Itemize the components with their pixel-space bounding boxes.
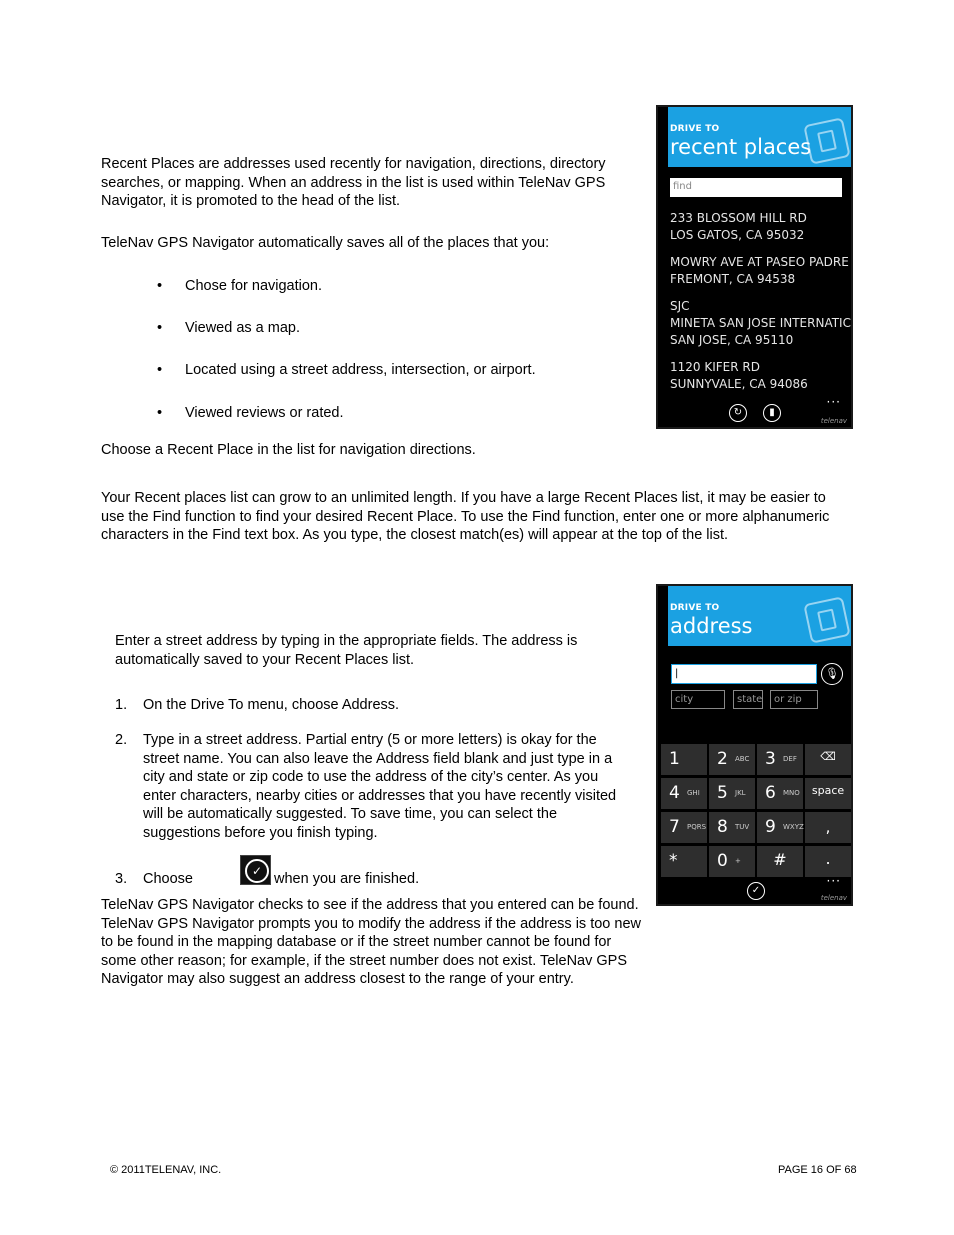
bullet-item: • Located using a street address, intersection, or airport. <box>157 362 536 378</box>
backspace-key[interactable] <box>805 744 851 775</box>
keypad-key-7[interactable]: 7 PQRS <box>661 812 707 843</box>
microphone-icon[interactable]: 🎙 <box>821 663 843 685</box>
recent-place-item[interactable]: 233 BLOSSOM HILL RD LOS GATOS, CA 95032 <box>670 211 807 242</box>
refresh-icon[interactable]: ↻ <box>729 404 747 422</box>
address-intro: Enter a street address by typing in the appropriate fields. The address is automatically saved to your Recent Places list. <box>115 633 578 668</box>
step-text: On the Drive To menu, choose Address. <box>143 697 400 713</box>
keypad-key-4[interactable]: 4 GHI <box>661 778 707 809</box>
telenav-logo-icon <box>803 596 850 643</box>
screen-title: address <box>670 614 753 638</box>
comma-key[interactable]: , <box>805 812 851 843</box>
telenav-brand: telenav <box>820 894 847 902</box>
address-screenshot <box>656 584 853 906</box>
recent-place-item[interactable]: 1120 KIFER RD SUNNYVALE, CA 94086 <box>670 360 808 391</box>
backspace-icon: ⌫ <box>820 750 836 763</box>
recent-places-find-info: Your Recent places list can grow to an unlimited length. If you have a large Recent Places list, it may be easier to use the Find function to find your desired Recent Place. To use the Find function, enter one or more alphanumeric characters in the Find text box. As you type, the closest match(es) will appear at the top of the list. <box>101 490 830 543</box>
address-verification-info: TeleNav GPS Navigator checks to see if the address that you entered can be found. TeleNav GPS Navigator prompts you to modify the address if the address is too new to be found in the mapping database or if the street number cannot be found for some other reason; for example, if the street number does not exist. TeleNav GPS Navigator may also suggest an address closest to the range of your entry. <box>101 897 641 987</box>
keypad-key-8[interactable]: 8 TUV <box>709 812 755 843</box>
recent-places-screenshot <box>656 105 853 429</box>
more-icon[interactable]: ··· <box>826 874 841 888</box>
recent-place-item[interactable]: SJC MINETA SAN JOSE INTERNATIC SAN JOSE, CA 95110 <box>670 299 851 347</box>
keypad-key-hash[interactable]: # <box>757 846 803 877</box>
step-text: Type in a street address. Partial entry (5 or more letters) is okay for the street name. You can also leave the Address field blank and just type in a city and state or zip code to use the address of the city’s center. As you enter characters, nearby cities or addresses that you have recently visited will be automatically suggested. To save time, you can select the suggestions before you finish typing. <box>143 732 617 841</box>
space-key[interactable]: space <box>805 778 851 809</box>
telenav-brand: telenav <box>820 417 847 425</box>
keypad-key-5[interactable]: 5 JKL <box>709 778 755 809</box>
bullet-item: • Chose for navigation. <box>157 278 323 294</box>
keypad-key-1[interactable]: 1 <box>661 744 707 775</box>
step-item <box>115 696 633 715</box>
screen-kicker: DRIVE TO <box>670 124 720 134</box>
keypad-key-0[interactable]: 0 + <box>709 846 755 877</box>
address-input[interactable]: | <box>671 664 817 684</box>
checkmark-icon[interactable]: ✓ <box>747 882 765 900</box>
recent-place-item[interactable]: MOWRY AVE AT PASEO PADRE FREMONT, CA 94538 <box>670 255 849 286</box>
bullet-dot: • <box>157 320 163 336</box>
bullet-dot: • <box>157 405 163 421</box>
bullet-dot: • <box>157 362 163 378</box>
step-number: 3. <box>115 871 128 887</box>
bullet-dot: • <box>157 278 163 294</box>
step-number: 1. <box>115 697 128 713</box>
state-input[interactable]: state <box>733 690 763 709</box>
period-key[interactable]: . <box>805 846 851 877</box>
footer-page-number: PAGE 16 OF 68 <box>778 1164 857 1176</box>
keypad-key-2[interactable]: 2 ABC <box>709 744 755 775</box>
step-number: 2. <box>115 732 128 748</box>
delete-icon[interactable]: ▮ <box>763 404 781 422</box>
screen-title: recent places <box>670 135 812 159</box>
footer-copyright: © 2011TELENAV, INC. <box>110 1164 222 1176</box>
city-input[interactable]: city <box>671 690 725 709</box>
bullet-item: • Viewed as a map. <box>157 320 300 336</box>
recent-places-intro: Recent Places are addresses used recently for navigation, directions, directory searches, or mapping. When an address in the list is used within TeleNav GPS Navigator, it is promoted to the head of the list. <box>101 156 606 209</box>
keypad-key-3[interactable]: 3 DEF <box>757 744 803 775</box>
find-input[interactable]: find <box>670 178 842 197</box>
bullet-item: • Viewed reviews or rated. <box>157 405 344 421</box>
more-icon[interactable]: ··· <box>826 395 841 409</box>
keypad-key-star[interactable]: * <box>661 846 707 877</box>
step-text-before: Choose <box>143 871 193 887</box>
step-item <box>115 731 633 842</box>
screen-kicker: DRIVE TO <box>670 603 720 613</box>
recent-places-auto-save: TeleNav GPS Navigator automatically saves all of the places that you: <box>101 235 550 251</box>
keypad-key-6[interactable]: 6 MNO <box>757 778 803 809</box>
checkmark-icon: ✓ <box>240 855 271 885</box>
keypad-key-9[interactable]: 9 WXYZ <box>757 812 803 843</box>
step-item <box>115 870 633 889</box>
zip-input[interactable]: or zip <box>770 690 818 709</box>
telenav-logo-icon <box>803 117 850 164</box>
recent-places-choose: Choose a Recent Place in the list for navigation directions. <box>101 442 476 458</box>
step-text-after: when you are finished. <box>274 871 420 887</box>
